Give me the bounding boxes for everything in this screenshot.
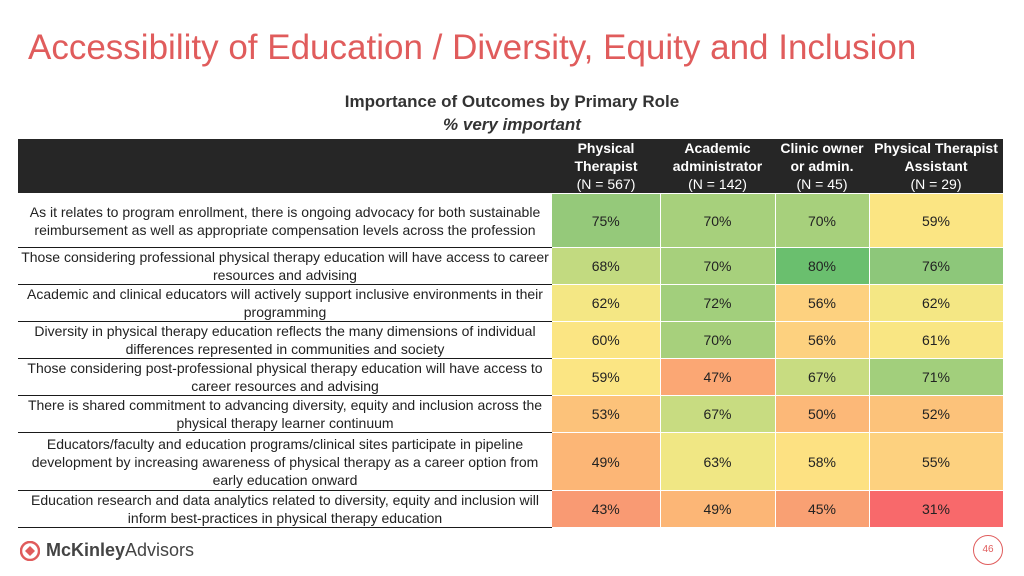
value-cell: 59% bbox=[552, 359, 660, 396]
logo-text: Advisors bbox=[125, 540, 195, 560]
value-cell: 52% bbox=[869, 396, 1003, 433]
header-blank bbox=[18, 139, 552, 194]
column-header: Academic administrator (N = 142) bbox=[660, 139, 775, 194]
value-cell: 60% bbox=[552, 322, 660, 359]
value-cell: 75% bbox=[552, 194, 660, 248]
column-header: Clinic owner or admin. (N = 45) bbox=[775, 139, 869, 194]
logo-text-bold: McKinley bbox=[46, 540, 126, 560]
logo-icon bbox=[20, 541, 40, 561]
value-cell: 43% bbox=[552, 491, 660, 528]
value-cell: 59% bbox=[869, 194, 1003, 248]
value-cell: 62% bbox=[552, 285, 660, 322]
table-header-row bbox=[18, 139, 1003, 194]
value-cell: 47% bbox=[660, 359, 775, 396]
row-label: Academic and clinical educators will actively support inclusive environments in their programming bbox=[18, 285, 552, 322]
company-logo bbox=[20, 540, 194, 561]
table-row bbox=[18, 433, 1003, 491]
value-cell: 76% bbox=[869, 248, 1003, 285]
value-cell: 67% bbox=[660, 396, 775, 433]
table-row bbox=[18, 359, 1003, 396]
value-cell: 53% bbox=[552, 396, 660, 433]
outcomes-table bbox=[18, 139, 1004, 528]
value-cell: 56% bbox=[775, 285, 869, 322]
value-cell: 70% bbox=[660, 322, 775, 359]
page-title: Accessibility of Education / Diversity, Equity and Inclusion bbox=[28, 28, 917, 67]
column-header: Physical Therapist (N = 567) bbox=[552, 139, 660, 194]
value-cell: 56% bbox=[775, 322, 869, 359]
table-row bbox=[18, 248, 1003, 285]
table-row bbox=[18, 322, 1003, 359]
page-number: 46 bbox=[973, 535, 1003, 565]
value-cell: 72% bbox=[660, 285, 775, 322]
value-cell: 49% bbox=[660, 491, 775, 528]
value-cell: 50% bbox=[775, 396, 869, 433]
value-cell: 58% bbox=[775, 433, 869, 491]
value-cell: 80% bbox=[775, 248, 869, 285]
row-label: As it relates to program enrollment, there is ongoing advocacy for both sustainable reimbursement as well as appropriate compensation levels across the profession bbox=[18, 194, 552, 248]
value-cell: 62% bbox=[869, 285, 1003, 322]
row-label: Education research and data analytics related to diversity, equity and inclusion will inform best-practices in physical therapy education bbox=[18, 491, 552, 528]
value-cell: 61% bbox=[869, 322, 1003, 359]
row-label: Educators/faculty and education programs/clinical sites participate in pipeline development by increasing awareness of physical therapy as a career option from early education onward bbox=[18, 433, 552, 491]
chart-subtitle-italic: % very important bbox=[443, 115, 581, 134]
column-header: Physical Therapist Assistant (N = 29) bbox=[869, 139, 1003, 194]
value-cell: 70% bbox=[660, 248, 775, 285]
table-row bbox=[18, 491, 1003, 528]
row-label: Those considering post-professional physical therapy education will have access to career resources and advising bbox=[18, 359, 552, 396]
row-label: There is shared commitment to advancing diversity, equity and inclusion across the physical therapy learner continuum bbox=[18, 396, 552, 433]
value-cell: 68% bbox=[552, 248, 660, 285]
value-cell: 49% bbox=[552, 433, 660, 491]
value-cell: 31% bbox=[869, 491, 1003, 528]
value-cell: 63% bbox=[660, 433, 775, 491]
table-row bbox=[18, 194, 1003, 248]
value-cell: 55% bbox=[869, 433, 1003, 491]
value-cell: 70% bbox=[660, 194, 775, 248]
value-cell: 67% bbox=[775, 359, 869, 396]
value-cell: 71% bbox=[869, 359, 1003, 396]
value-cell: 70% bbox=[775, 194, 869, 248]
table-row bbox=[18, 396, 1003, 433]
chart-subtitle: Importance of Outcomes by Primary Role bbox=[344, 92, 680, 111]
row-label: Diversity in physical therapy education reflects the many dimensions of individual differences represented in communities and society bbox=[18, 322, 552, 359]
table-row bbox=[18, 285, 1003, 322]
row-label: Those considering professional physical therapy education will have access to career resources and advising bbox=[18, 248, 552, 285]
value-cell: 45% bbox=[775, 491, 869, 528]
